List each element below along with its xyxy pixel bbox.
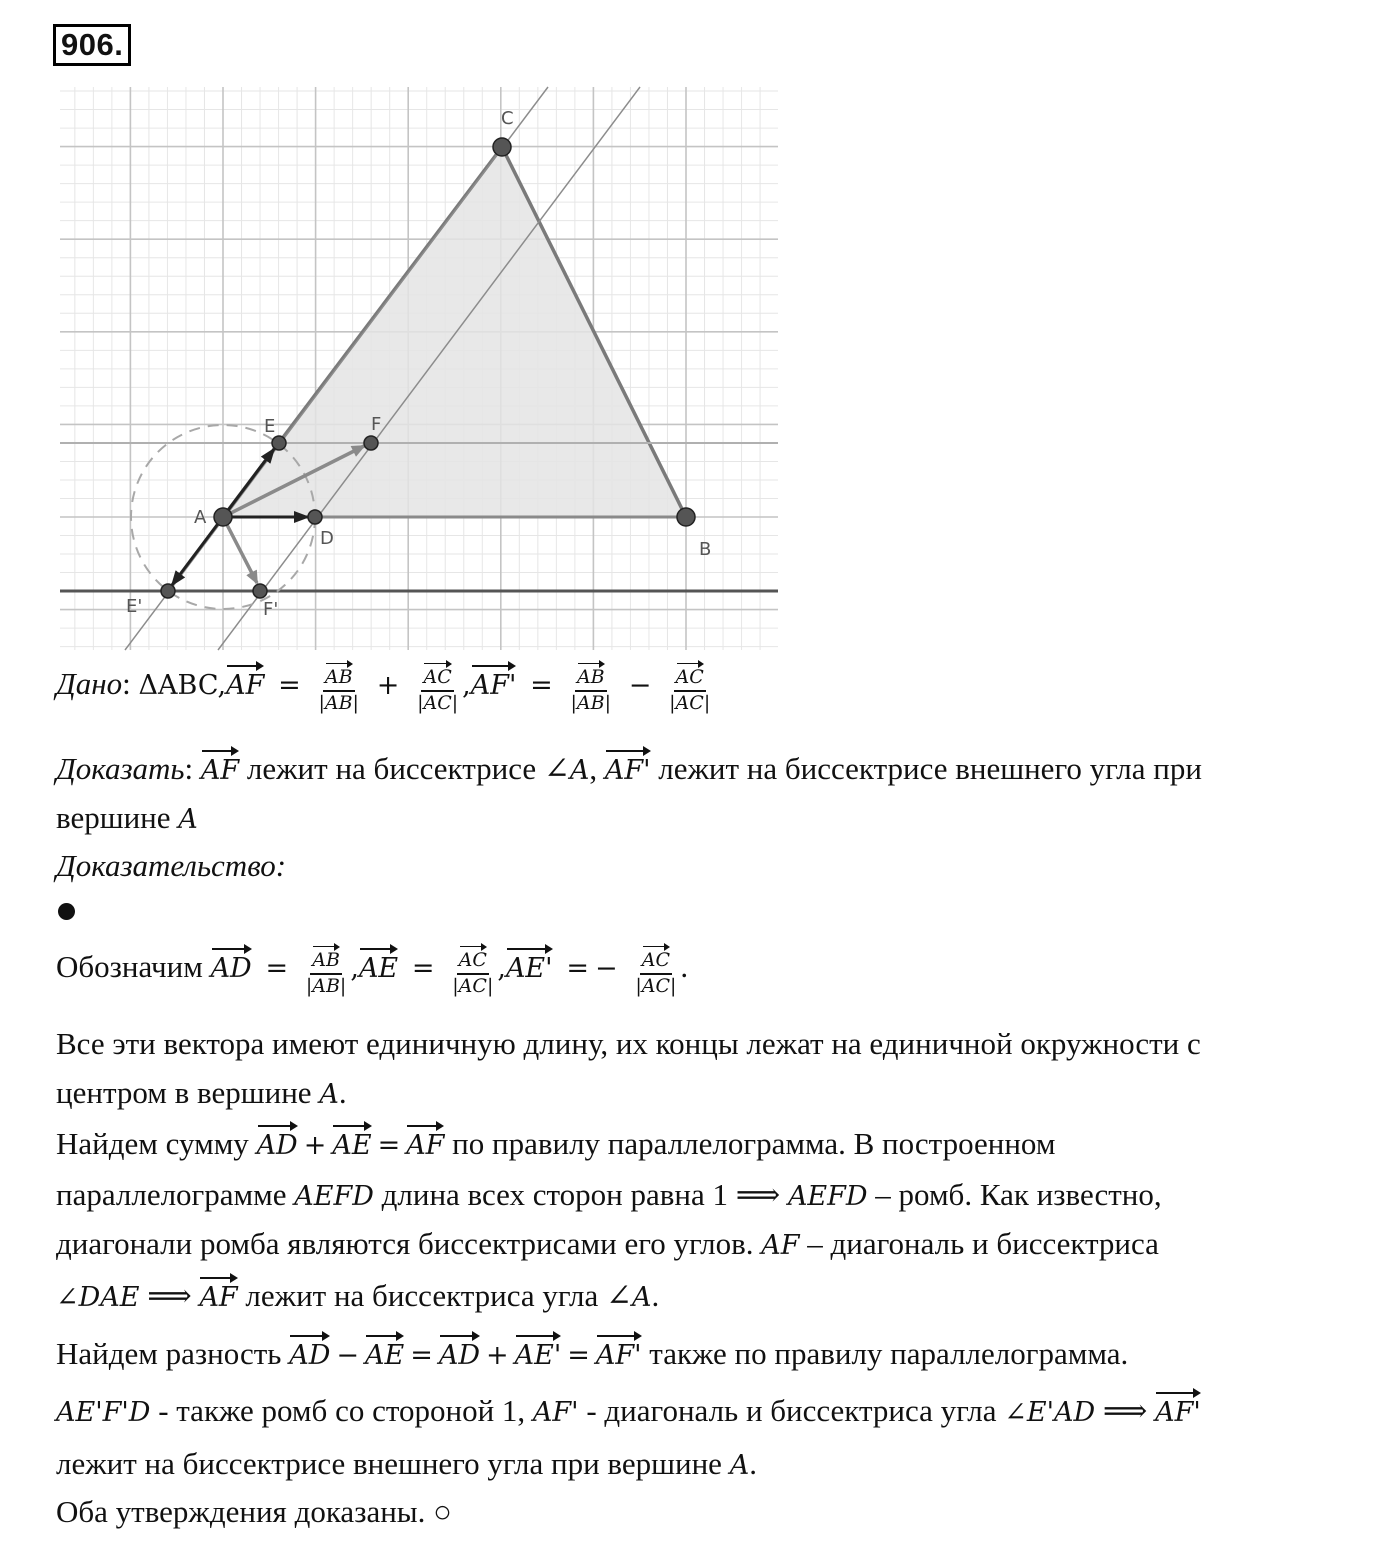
point-d <box>308 510 322 524</box>
given-label: Дано <box>56 666 123 702</box>
point-e1 <box>161 584 175 598</box>
label-c: C <box>501 108 514 129</box>
point-c <box>493 138 511 156</box>
para3-line2: AE'F'D - также ромб со стороной 1, AF' - диагональ и биссектриса угла ∠E'AD ⟹ AF' <box>56 1387 1201 1429</box>
point-f <box>364 436 378 450</box>
para2-line4: ∠DAE ⟹ AF лежит на биссектриса угла ∠A. <box>56 1272 659 1314</box>
fraction-ac-4: $\frac{AC}{|AC|}$ <box>635 943 676 997</box>
point-f1 <box>253 584 267 598</box>
prove-label: Доказать <box>56 751 185 786</box>
geometry-figure <box>0 0 800 660</box>
fraction-ab: $\frac{AB}{|AB|}$ <box>318 660 359 714</box>
prove-line-1: Доказать: AF лежит на биссектрисе ∠A, AF' лежит на биссектрисе внешнего угла при <box>56 745 1202 787</box>
para1-line1: Все эти вектора имеют единичную длину, их концы лежат на единичной окружности с <box>56 1026 1201 1061</box>
fraction-ac-2: $\frac{AC}{|AC|}$ <box>669 660 710 714</box>
prove-line-2: вершине A <box>56 800 198 835</box>
label-f: F <box>371 414 382 435</box>
para3-line1: Найдем разность AD − AE = AD + AE' = AF' также по правилу параллелограмма. <box>56 1330 1128 1372</box>
fraction-ab-2: $\frac{AB}{|AB|}$ <box>571 660 612 714</box>
label-a: A <box>194 507 207 528</box>
bullet <box>58 903 75 920</box>
para2-line2: параллелограмме AEFD длина всех сторон равна 1 ⟹ AEFD – ромб. Как известно, <box>56 1177 1162 1212</box>
conclusion: Оба утверждения доказаны. ○ <box>56 1494 452 1529</box>
label-e1: E' <box>126 596 143 617</box>
para3-line3: лежит на биссектрисе внешнего угла при вершине A. <box>56 1446 757 1481</box>
fraction-ac-3: $\frac{AC}{|AC|}$ <box>452 943 493 997</box>
vec-af1: AF' <box>471 660 517 699</box>
point-b <box>677 508 695 526</box>
point-e <box>272 436 286 450</box>
denote-line: Обозначим AD = $\frac{AB}{|AB|}$ ,AE = $\frac{AC}{|AC|}$ ,AE' = − $\frac{AC}{|AC|}$ . <box>56 943 688 997</box>
vector-af1 <box>223 517 257 583</box>
point-a <box>214 508 232 526</box>
fraction-ac: $\frac{AC}{|AC|}$ <box>417 660 458 714</box>
label-e: E <box>264 416 276 437</box>
label-b: B <box>699 539 712 560</box>
para2-line1: Найдем сумму AD + AE = AF по правилу параллелограмма. В построенном <box>56 1120 1055 1162</box>
label-f1: F' <box>263 599 279 620</box>
given-line: Дано: ΔABC,AF = $\frac{AB}{|AB|}$ + $\frac{AC}{|AC|}$ ,AF' = $\frac{AB}{|AB|}$ − $\frac{AC}{|AC|}$ <box>56 660 714 714</box>
vec-af: AF <box>226 660 264 699</box>
para1-line2: центром в вершине A. <box>56 1075 347 1110</box>
fraction-ab-3: $\frac{AB}{|AB|}$ <box>306 943 347 997</box>
para2-line3: диагонали ромба являются биссектрисами его углов. AF – диагональ и биссектриса <box>56 1226 1159 1261</box>
problem-number: 906. <box>53 24 131 66</box>
label-d: D <box>320 528 334 549</box>
proof-label: Доказательство: <box>56 848 287 883</box>
